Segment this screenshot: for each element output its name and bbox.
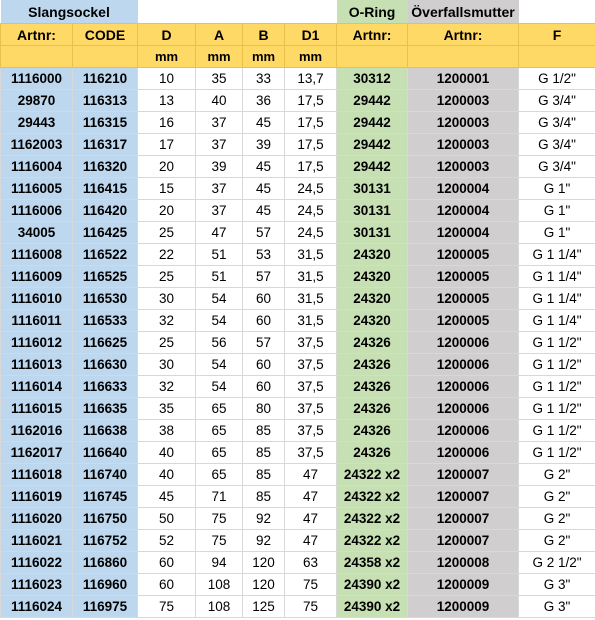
- cell-oring-artnr: 29442: [337, 112, 408, 134]
- cell-b: 45: [243, 178, 285, 200]
- unit-cell: [73, 46, 138, 68]
- cell-b: 33: [243, 68, 285, 90]
- cell-mutter-artnr: 1200004: [408, 200, 519, 222]
- cell-oring-artnr: 24320: [337, 310, 408, 332]
- cell-mutter-artnr: 1200004: [408, 178, 519, 200]
- cell-mutter-artnr: 1200003: [408, 90, 519, 112]
- cell-d: 10: [138, 68, 196, 90]
- cell-d1: 75: [285, 596, 337, 618]
- cell-f: G 1/2": [519, 68, 595, 90]
- table-row: [1, 244, 595, 266]
- col-header-a: A: [196, 24, 243, 46]
- cell-code: 116745: [73, 486, 138, 508]
- cell-a: 75: [196, 530, 243, 552]
- cell-d1: 37,5: [285, 376, 337, 398]
- cell-f: G 1 1/4": [519, 310, 595, 332]
- cell-d1: 13,7: [285, 68, 337, 90]
- cell-code: 116533: [73, 310, 138, 332]
- cell-f: G 2": [519, 530, 595, 552]
- table-row: [1, 310, 595, 332]
- cell-d1: 37,5: [285, 354, 337, 376]
- units-row: [1, 46, 595, 68]
- table-row: [1, 354, 595, 376]
- cell-b: 120: [243, 574, 285, 596]
- cell-oring-artnr: 24322 x2: [337, 486, 408, 508]
- cell-d: 30: [138, 354, 196, 376]
- cell-d1: 47: [285, 508, 337, 530]
- cell-code: 116625: [73, 332, 138, 354]
- cell-f: G 3/4": [519, 134, 595, 156]
- cell-d: 22: [138, 244, 196, 266]
- table-row: [1, 68, 595, 90]
- cell-f: G 1 1/2": [519, 398, 595, 420]
- cell-oring-artnr: 24326: [337, 354, 408, 376]
- cell-b: 85: [243, 486, 285, 508]
- cell-d: 20: [138, 200, 196, 222]
- cell-f: G 3/4": [519, 112, 595, 134]
- cell-a: 40: [196, 90, 243, 112]
- cell-artnr: 1116005: [1, 178, 73, 200]
- cell-a: 65: [196, 464, 243, 486]
- cell-artnr: 1116022: [1, 552, 73, 574]
- cell-a: 51: [196, 244, 243, 266]
- cell-d: 20: [138, 156, 196, 178]
- cell-b: 45: [243, 200, 285, 222]
- unit-cell: [337, 46, 408, 68]
- cell-d1: 24,5: [285, 222, 337, 244]
- unit-a: mm: [196, 46, 243, 68]
- cell-d: 50: [138, 508, 196, 530]
- cell-oring-artnr: 24326: [337, 420, 408, 442]
- cell-code: 116752: [73, 530, 138, 552]
- cell-d: 52: [138, 530, 196, 552]
- cell-artnr: 1162003: [1, 134, 73, 156]
- cell-d1: 31,5: [285, 310, 337, 332]
- cell-d1: 37,5: [285, 442, 337, 464]
- cell-a: 108: [196, 596, 243, 618]
- cell-mutter-artnr: 1200003: [408, 112, 519, 134]
- cell-b: 60: [243, 376, 285, 398]
- cell-code: 116530: [73, 288, 138, 310]
- cell-a: 35: [196, 68, 243, 90]
- cell-oring-artnr: 24326: [337, 398, 408, 420]
- table-row: [1, 332, 595, 354]
- cell-d: 32: [138, 310, 196, 332]
- cell-oring-artnr: 24320: [337, 266, 408, 288]
- cell-oring-artnr: 24326: [337, 442, 408, 464]
- cell-code: 116415: [73, 178, 138, 200]
- cell-code: 116960: [73, 574, 138, 596]
- cell-a: 39: [196, 156, 243, 178]
- cell-oring-artnr: 24326: [337, 332, 408, 354]
- cell-f: G 1 1/2": [519, 376, 595, 398]
- cell-d: 13: [138, 90, 196, 112]
- cell-b: 85: [243, 420, 285, 442]
- cell-d1: 24,5: [285, 200, 337, 222]
- cell-code: 116638: [73, 420, 138, 442]
- cell-code: 116740: [73, 464, 138, 486]
- table-row: [1, 420, 595, 442]
- cell-d: 60: [138, 574, 196, 596]
- cell-artnr: 1116000: [1, 68, 73, 90]
- cell-oring-artnr: 30131: [337, 178, 408, 200]
- cell-d1: 37,5: [285, 398, 337, 420]
- cell-a: 75: [196, 508, 243, 530]
- cell-d1: 31,5: [285, 266, 337, 288]
- cell-a: 37: [196, 178, 243, 200]
- cell-artnr: 1116011: [1, 310, 73, 332]
- table-row: [1, 508, 595, 530]
- cell-d1: 17,5: [285, 156, 337, 178]
- cell-f: G 1 1/4": [519, 266, 595, 288]
- cell-oring-artnr: 24322 x2: [337, 508, 408, 530]
- cell-f: G 3/4": [519, 156, 595, 178]
- cell-a: 54: [196, 354, 243, 376]
- cell-a: 108: [196, 574, 243, 596]
- column-header-row: [1, 24, 595, 46]
- cell-d1: 47: [285, 464, 337, 486]
- cell-a: 54: [196, 376, 243, 398]
- cell-a: 54: [196, 310, 243, 332]
- cell-artnr: 1116021: [1, 530, 73, 552]
- cell-code: 116635: [73, 398, 138, 420]
- table-row: [1, 530, 595, 552]
- cell-b: 39: [243, 134, 285, 156]
- cell-d1: 17,5: [285, 112, 337, 134]
- cell-a: 65: [196, 442, 243, 464]
- cell-b: 60: [243, 288, 285, 310]
- col-header-f: F: [519, 24, 595, 46]
- col-header-artnr: Artnr:: [1, 24, 73, 46]
- cell-d1: 31,5: [285, 288, 337, 310]
- cell-mutter-artnr: 1200007: [408, 508, 519, 530]
- cell-f: G 1": [519, 200, 595, 222]
- cell-oring-artnr: 30131: [337, 200, 408, 222]
- cell-f: G 2": [519, 508, 595, 530]
- cell-d: 38: [138, 420, 196, 442]
- cell-b: 60: [243, 354, 285, 376]
- cell-f: G 1 1/2": [519, 442, 595, 464]
- table-row: [1, 222, 595, 244]
- cell-mutter-artnr: 1200006: [408, 420, 519, 442]
- table-row: [1, 596, 595, 618]
- cell-d: 40: [138, 442, 196, 464]
- cell-f: G 1": [519, 222, 595, 244]
- cell-artnr: 1162017: [1, 442, 73, 464]
- cell-d: 25: [138, 266, 196, 288]
- cell-oring-artnr: 24326: [337, 376, 408, 398]
- cell-d1: 75: [285, 574, 337, 596]
- cell-b: 120: [243, 552, 285, 574]
- cell-code: 116210: [73, 68, 138, 90]
- table-row: [1, 178, 595, 200]
- cell-a: 37: [196, 134, 243, 156]
- cell-artnr: 1116023: [1, 574, 73, 596]
- cell-code: 116975: [73, 596, 138, 618]
- cell-d1: 17,5: [285, 134, 337, 156]
- table-row: [1, 200, 595, 222]
- cell-b: 53: [243, 244, 285, 266]
- cell-b: 36: [243, 90, 285, 112]
- cell-d1: 31,5: [285, 244, 337, 266]
- cell-b: 125: [243, 596, 285, 618]
- cell-artnr: 1116010: [1, 288, 73, 310]
- cell-mutter-artnr: 1200003: [408, 156, 519, 178]
- cell-oring-artnr: 30131: [337, 222, 408, 244]
- cell-d: 40: [138, 464, 196, 486]
- cell-code: 116313: [73, 90, 138, 112]
- cell-artnr: 1116015: [1, 398, 73, 420]
- cell-artnr: 1116012: [1, 332, 73, 354]
- cell-oring-artnr: 24320: [337, 288, 408, 310]
- cell-a: 65: [196, 398, 243, 420]
- col-header-code: CODE: [73, 24, 138, 46]
- cell-f: G 1 1/2": [519, 332, 595, 354]
- cell-oring-artnr: 24320: [337, 244, 408, 266]
- cell-mutter-artnr: 1200005: [408, 266, 519, 288]
- cell-mutter-artnr: 1200005: [408, 288, 519, 310]
- cell-d: 75: [138, 596, 196, 618]
- cell-d: 25: [138, 222, 196, 244]
- col-header-d1: D1: [285, 24, 337, 46]
- cell-mutter-artnr: 1200005: [408, 310, 519, 332]
- cell-d: 35: [138, 398, 196, 420]
- cell-oring-artnr: 24322 x2: [337, 464, 408, 486]
- cell-artnr: 1116019: [1, 486, 73, 508]
- cell-mutter-artnr: 1200007: [408, 464, 519, 486]
- cell-d: 15: [138, 178, 196, 200]
- cell-b: 80: [243, 398, 285, 420]
- cell-oring-artnr: 29442: [337, 90, 408, 112]
- cell-d: 60: [138, 552, 196, 574]
- table-row: [1, 398, 595, 420]
- cell-f: G 3": [519, 574, 595, 596]
- cell-d1: 17,5: [285, 90, 337, 112]
- table-row: [1, 156, 595, 178]
- cell-artnr: 1116024: [1, 596, 73, 618]
- cell-f: G 2": [519, 486, 595, 508]
- cell-a: 71: [196, 486, 243, 508]
- cell-a: 51: [196, 266, 243, 288]
- col-header-d: D: [138, 24, 196, 46]
- cell-b: 57: [243, 266, 285, 288]
- table-row: [1, 464, 595, 486]
- cell-f: G 1 1/4": [519, 288, 595, 310]
- cell-code: 116525: [73, 266, 138, 288]
- cell-b: 45: [243, 156, 285, 178]
- col-header-b: B: [243, 24, 285, 46]
- cell-a: 47: [196, 222, 243, 244]
- cell-d: 45: [138, 486, 196, 508]
- cell-artnr: 1162016: [1, 420, 73, 442]
- unit-d: mm: [138, 46, 196, 68]
- table-row: [1, 442, 595, 464]
- cell-f: G 1 1/2": [519, 420, 595, 442]
- cell-artnr: 1116013: [1, 354, 73, 376]
- cell-artnr: 1116004: [1, 156, 73, 178]
- cell-b: 92: [243, 530, 285, 552]
- table-row: [1, 90, 595, 112]
- cell-d1: 47: [285, 530, 337, 552]
- cell-mutter-artnr: 1200006: [408, 376, 519, 398]
- cell-oring-artnr: 29442: [337, 156, 408, 178]
- cell-f: G 2": [519, 464, 595, 486]
- cell-code: 116317: [73, 134, 138, 156]
- cell-artnr: 1116020: [1, 508, 73, 530]
- cell-code: 116633: [73, 376, 138, 398]
- cell-code: 116420: [73, 200, 138, 222]
- cell-mutter-artnr: 1200006: [408, 442, 519, 464]
- cell-d1: 37,5: [285, 420, 337, 442]
- unit-cell: [1, 46, 73, 68]
- table-row: [1, 266, 595, 288]
- cell-artnr: 29870: [1, 90, 73, 112]
- cell-mutter-artnr: 1200008: [408, 552, 519, 574]
- cell-mutter-artnr: 1200007: [408, 530, 519, 552]
- cell-oring-artnr: 24390 x2: [337, 574, 408, 596]
- cell-code: 116522: [73, 244, 138, 266]
- col-header-oring-artnr: Artnr:: [337, 24, 408, 46]
- cell-d: 17: [138, 134, 196, 156]
- cell-code: 116425: [73, 222, 138, 244]
- unit-cell: [408, 46, 519, 68]
- cell-b: 92: [243, 508, 285, 530]
- cell-f: G 3": [519, 596, 595, 618]
- cell-mutter-artnr: 1200009: [408, 596, 519, 618]
- cell-artnr: 29443: [1, 112, 73, 134]
- group-header-row: [1, 0, 595, 24]
- cell-d1: 47: [285, 486, 337, 508]
- cell-mutter-artnr: 1200006: [408, 354, 519, 376]
- cell-d: 16: [138, 112, 196, 134]
- cell-b: 45: [243, 112, 285, 134]
- cell-f: G 1 1/4": [519, 244, 595, 266]
- cell-d1: 63: [285, 552, 337, 574]
- cell-artnr: 1116008: [1, 244, 73, 266]
- table-row: [1, 288, 595, 310]
- cell-b: 57: [243, 222, 285, 244]
- group-overfallsmutter: Överfallsmutter: [408, 0, 519, 24]
- cell-f: G 2 1/2": [519, 552, 595, 574]
- cell-mutter-artnr: 1200007: [408, 486, 519, 508]
- table-row: [1, 112, 595, 134]
- cell-oring-artnr: 30312: [337, 68, 408, 90]
- cell-code: 116315: [73, 112, 138, 134]
- table-row: [1, 486, 595, 508]
- cell-f: G 3/4": [519, 90, 595, 112]
- cell-mutter-artnr: 1200009: [408, 574, 519, 596]
- cell-f: G 1": [519, 178, 595, 200]
- cell-code: 116750: [73, 508, 138, 530]
- table-row: [1, 376, 595, 398]
- cell-d1: 24,5: [285, 178, 337, 200]
- cell-a: 56: [196, 332, 243, 354]
- unit-d1: mm: [285, 46, 337, 68]
- cell-b: 60: [243, 310, 285, 332]
- cell-artnr: 1116014: [1, 376, 73, 398]
- cell-code: 116630: [73, 354, 138, 376]
- group-slangsockel: Slangsockel: [1, 0, 138, 24]
- cell-a: 54: [196, 288, 243, 310]
- table-row: [1, 574, 595, 596]
- col-header-mutter-artnr: Artnr:: [408, 24, 519, 46]
- cell-d1: 37,5: [285, 332, 337, 354]
- cell-code: 116640: [73, 442, 138, 464]
- cell-a: 37: [196, 112, 243, 134]
- cell-artnr: 1116018: [1, 464, 73, 486]
- cell-a: 37: [196, 200, 243, 222]
- cell-mutter-artnr: 1200001: [408, 68, 519, 90]
- cell-oring-artnr: 24358 x2: [337, 552, 408, 574]
- table-row: [1, 552, 595, 574]
- unit-b: mm: [243, 46, 285, 68]
- cell-oring-artnr: 29442: [337, 134, 408, 156]
- cell-a: 65: [196, 420, 243, 442]
- unit-cell: [519, 46, 595, 68]
- cell-b: 85: [243, 442, 285, 464]
- cell-mutter-artnr: 1200004: [408, 222, 519, 244]
- cell-a: 94: [196, 552, 243, 574]
- cell-artnr: 1116009: [1, 266, 73, 288]
- cell-d: 25: [138, 332, 196, 354]
- cell-mutter-artnr: 1200006: [408, 332, 519, 354]
- cell-artnr: 1116006: [1, 200, 73, 222]
- table-row: [1, 134, 595, 156]
- cell-b: 57: [243, 332, 285, 354]
- cell-d: 30: [138, 288, 196, 310]
- cell-f: G 1 1/2": [519, 354, 595, 376]
- cell-mutter-artnr: 1200003: [408, 134, 519, 156]
- cell-code: 116320: [73, 156, 138, 178]
- cell-code: 116860: [73, 552, 138, 574]
- cell-oring-artnr: 24390 x2: [337, 596, 408, 618]
- cell-oring-artnr: 24322 x2: [337, 530, 408, 552]
- group-oring: O-Ring: [337, 0, 408, 24]
- cell-mutter-artnr: 1200005: [408, 244, 519, 266]
- cell-b: 85: [243, 464, 285, 486]
- cell-d: 32: [138, 376, 196, 398]
- cell-artnr: 34005: [1, 222, 73, 244]
- cell-mutter-artnr: 1200006: [408, 398, 519, 420]
